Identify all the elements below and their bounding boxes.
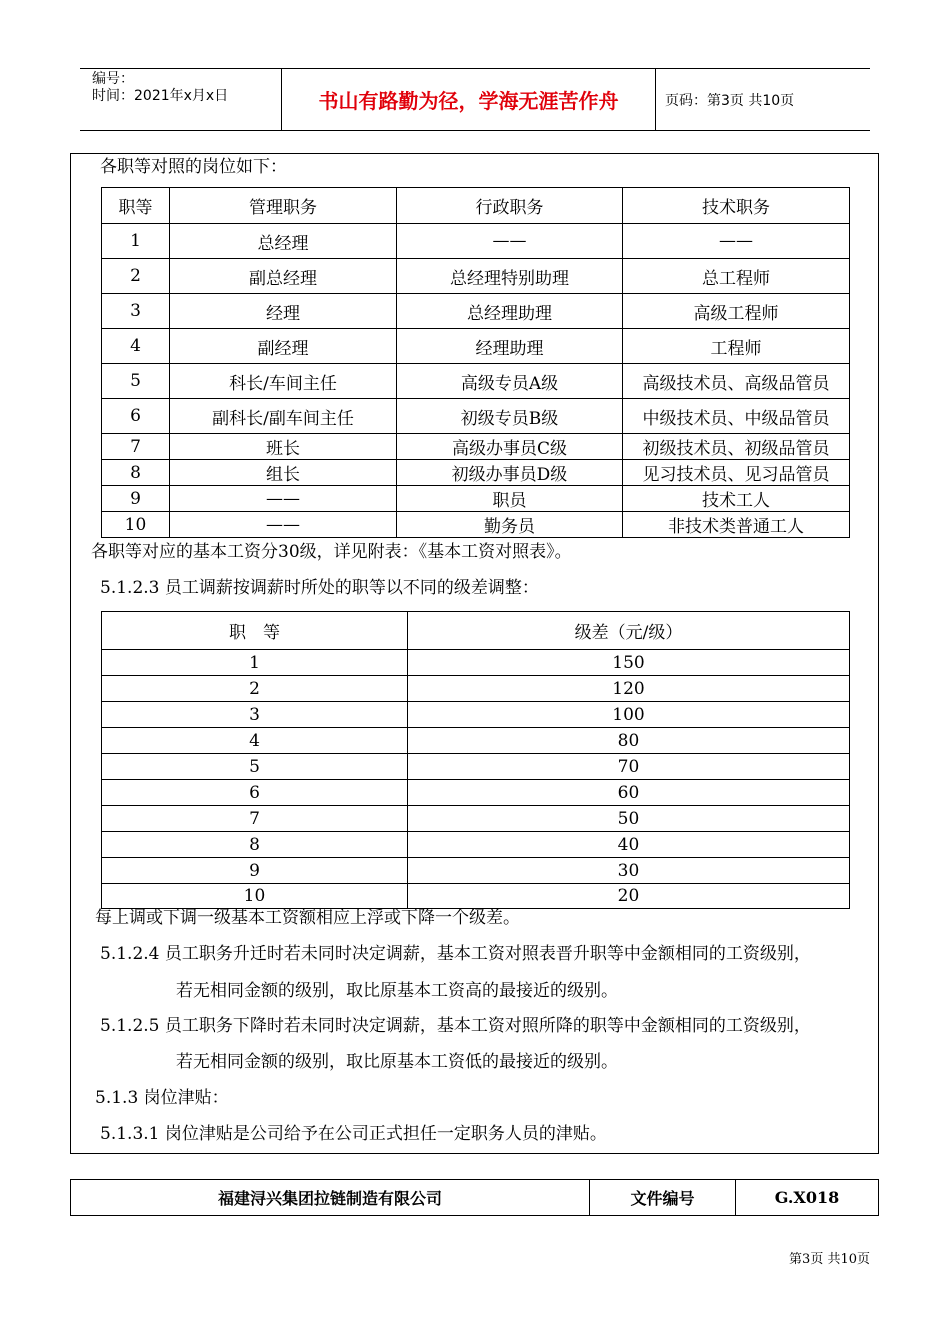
header-motto: 书山有路勤为径，学海无涯苦作舟 bbox=[281, 69, 656, 130]
section-5131: 5.1.3.1 岗位津贴是公司给予在公司正式担任一定职务人员的津贴。 bbox=[100, 1124, 607, 1144]
header-info bbox=[80, 69, 281, 130]
table-cell: 总经理助理 bbox=[397, 294, 623, 329]
table-cell: 初级技术员、初级品管员 bbox=[623, 434, 850, 460]
table-row bbox=[102, 884, 850, 909]
table-cell: 高级专员A级 bbox=[397, 364, 623, 399]
table-row bbox=[102, 460, 850, 486]
table-cell: 副经理 bbox=[170, 329, 397, 364]
doc-number-label: 文件编号 bbox=[590, 1180, 736, 1215]
column-header: 级差（元/级） bbox=[408, 612, 850, 650]
table-cell: 9 bbox=[102, 858, 408, 884]
table-cell: 5 bbox=[102, 364, 170, 399]
section-5125-line2: 若无相同金额的级别，取比原基本工资低的最接近的级别。 bbox=[176, 1052, 618, 1072]
table-cell: 技术工人 bbox=[623, 486, 850, 512]
table-cell: 30 bbox=[408, 858, 850, 884]
table-row bbox=[102, 294, 850, 329]
table-cell: 经理 bbox=[170, 294, 397, 329]
table-row bbox=[102, 832, 850, 858]
table-row bbox=[102, 858, 850, 884]
position-table bbox=[101, 187, 850, 538]
table-cell: 2 bbox=[102, 676, 408, 702]
page-header bbox=[80, 68, 870, 131]
table-row bbox=[102, 676, 850, 702]
table-row bbox=[102, 728, 850, 754]
header-page-label: 页码：第3页 共10页 bbox=[665, 92, 795, 109]
table-row bbox=[102, 224, 850, 259]
intro-text: 各职等对照的岗位如下： bbox=[100, 157, 287, 177]
table-cell: 非技术类普通工人 bbox=[623, 512, 850, 538]
table-cell: 8 bbox=[102, 460, 170, 486]
table-row bbox=[102, 364, 850, 399]
table-cell: 副科长/副车间主任 bbox=[170, 399, 397, 434]
table-cell: 120 bbox=[408, 676, 850, 702]
table-cell: 初级办事员D级 bbox=[397, 460, 623, 486]
table-cell: 总经理 bbox=[170, 224, 397, 259]
table-cell: 3 bbox=[102, 294, 170, 329]
table-cell: 100 bbox=[408, 702, 850, 728]
table-cell: 6 bbox=[102, 399, 170, 434]
table-row bbox=[102, 650, 850, 676]
table-header-row bbox=[102, 188, 850, 224]
column-header: 职 等 bbox=[102, 612, 408, 650]
table-row bbox=[102, 754, 850, 780]
table-cell: 高级办事员C级 bbox=[397, 434, 623, 460]
table-row bbox=[102, 434, 850, 460]
column-header: 技术职务 bbox=[623, 188, 850, 224]
table-cell: 9 bbox=[102, 486, 170, 512]
table-cell: 组长 bbox=[170, 460, 397, 486]
table-cell: 班长 bbox=[170, 434, 397, 460]
table-cell: 科长/车间主任 bbox=[170, 364, 397, 399]
table-cell: 7 bbox=[102, 434, 170, 460]
table-cell: —— bbox=[170, 486, 397, 512]
table-cell: 总经理特别助理 bbox=[397, 259, 623, 294]
table-cell: 勤务员 bbox=[397, 512, 623, 538]
section-5123: 5.1.2.3 员工调薪按调薪时所处的职等以不同的级差调整： bbox=[100, 578, 539, 598]
table-cell: 副总经理 bbox=[170, 259, 397, 294]
table-cell: 1 bbox=[102, 650, 408, 676]
column-header: 管理职务 bbox=[170, 188, 397, 224]
table-cell: 高级技术员、高级品管员 bbox=[623, 364, 850, 399]
table-cell: 3 bbox=[102, 702, 408, 728]
table-row bbox=[102, 780, 850, 806]
page-number: 第3页 共10页 bbox=[789, 1252, 870, 1267]
table-cell: 50 bbox=[408, 806, 850, 832]
table-cell: 40 bbox=[408, 832, 850, 858]
table-cell: —— bbox=[623, 224, 850, 259]
table-cell: 10 bbox=[102, 884, 408, 909]
section-5124-line1: 5.1.2.4 员工职务升迁时若未同时决定调薪，基本工资对照表晋升职等中金额相同的工资级别， bbox=[100, 944, 811, 964]
table-cell: 5 bbox=[102, 754, 408, 780]
column-header: 职等 bbox=[102, 188, 170, 224]
section-513: 5.1.3 岗位津贴： bbox=[95, 1088, 229, 1108]
table-cell: 80 bbox=[408, 728, 850, 754]
table-cell: 工程师 bbox=[623, 329, 850, 364]
section-5124-line2: 若无相同金额的级别，取比原基本工资高的最接近的级别。 bbox=[176, 981, 618, 1001]
table-header-row bbox=[102, 612, 850, 650]
table-cell: 4 bbox=[102, 329, 170, 364]
table-cell: —— bbox=[397, 224, 623, 259]
page-footer bbox=[70, 1179, 879, 1216]
grade-difference-table bbox=[101, 611, 850, 909]
table-cell: 高级工程师 bbox=[623, 294, 850, 329]
basic-salary-text: 各职等对应的基本工资分30级，详见附表：《基本工资对照表》。 bbox=[91, 542, 572, 562]
table-cell: 70 bbox=[408, 754, 850, 780]
table-row bbox=[102, 806, 850, 832]
table-cell: 初级专员B级 bbox=[397, 399, 623, 434]
table-cell: 10 bbox=[102, 512, 170, 538]
column-header: 行政职务 bbox=[397, 188, 623, 224]
table-cell: 1 bbox=[102, 224, 170, 259]
doc-number: G.X018 bbox=[774, 1188, 840, 1207]
table-cell: 6 bbox=[102, 780, 408, 806]
table-row bbox=[102, 512, 850, 538]
table-cell: 60 bbox=[408, 780, 850, 806]
table-cell: 总工程师 bbox=[623, 259, 850, 294]
company-name: 福建浔兴集团拉链制造有限公司 bbox=[71, 1180, 590, 1215]
table-cell: 2 bbox=[102, 259, 170, 294]
table-cell: 20 bbox=[408, 884, 850, 909]
table-row bbox=[102, 329, 850, 364]
table-cell: 见习技术员、见习品管员 bbox=[623, 460, 850, 486]
table-cell: 150 bbox=[408, 650, 850, 676]
date-label: 时间：2021年x月x日 bbox=[92, 88, 229, 104]
table-cell: 4 bbox=[102, 728, 408, 754]
table-row bbox=[102, 259, 850, 294]
table-cell: —— bbox=[170, 512, 397, 538]
table-cell: 经理助理 bbox=[397, 329, 623, 364]
table-cell: 8 bbox=[102, 832, 408, 858]
table-cell: 职员 bbox=[397, 486, 623, 512]
table-cell: 中级技术员、中级品管员 bbox=[623, 399, 850, 434]
table-row bbox=[102, 399, 850, 434]
table-row bbox=[102, 702, 850, 728]
section-5125-line1: 5.1.2.5 员工职务下降时若未同时决定调薪，基本工资对照所降的职等中金额相同的工资级别， bbox=[100, 1016, 811, 1036]
table-row bbox=[102, 486, 850, 512]
step-text: 每上调或下调一级基本工资额相应上浮或下降一个级差。 bbox=[95, 908, 520, 928]
doc-number-label: 编号： bbox=[92, 71, 134, 87]
table-cell: 7 bbox=[102, 806, 408, 832]
